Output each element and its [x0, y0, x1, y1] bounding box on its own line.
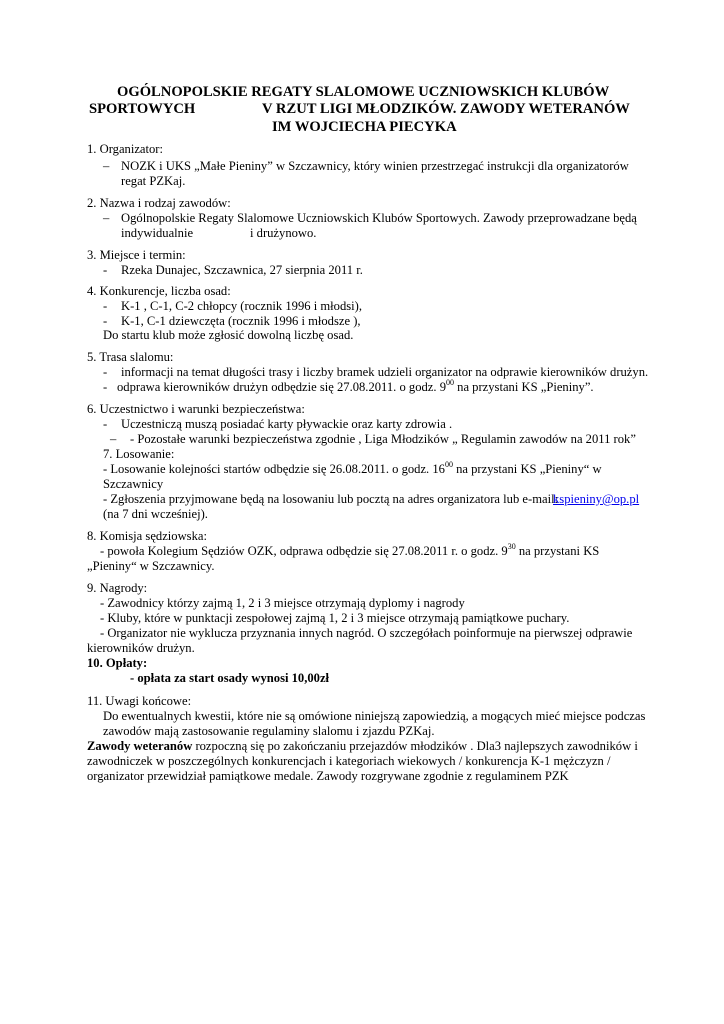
section-3-heading: 3. Miejsce i termin:: [87, 248, 186, 262]
veterans-bold-label: Zawody weteranów: [87, 739, 193, 753]
section-2-item-b2: i drużynowo.: [250, 226, 317, 240]
section-7-line-3: - Zgłoszenia przyjmowane będą na losowaniu lub pocztą na adres organizatora lub e-mail:: [103, 492, 559, 506]
section-9-line-4: kierowników drużyn.: [87, 641, 195, 655]
section-8-heading: 8. Komisja sędziowska:: [87, 529, 207, 543]
section-6-heading: 6. Uczestnictwo i warunki bezpieczeństwa:: [87, 402, 305, 416]
section-4-heading: 4. Konkurencje, liczba osad:: [87, 284, 231, 298]
bullet-dash: –: [103, 211, 110, 225]
section-7-line-1: - Losowanie kolejności startów odbędzie się 26.08.2011. o godz. $16^{00}$ na przystani KS „Pieniny“ w: [103, 460, 602, 476]
bullet-hyphen: -: [103, 299, 108, 313]
veterans-line-2: zawodniczek w poszczególnych konkurencjach i kategoriach wiekowych / konkurencja K-1 mężczyzn /: [87, 754, 611, 768]
section-7-line-2: Szczawnicy: [103, 477, 164, 491]
section-1-heading: 1. Organizator:: [87, 142, 164, 156]
section-7-heading: 7. Losowanie:: [103, 447, 175, 461]
section-11-line-2: zawodów mają zastosowanie regulaminy slalomu i zjazdu PZKaj.: [103, 724, 435, 738]
section-3-item: Rzeka Dunajec, Szczawnica, 27 sierpnia 2011 r.: [121, 263, 363, 277]
title-line-1: OGÓLNOPOLSKIE REGATY SLALOMOWE UCZNIOWSKICH KLUBÓW: [117, 84, 610, 100]
section-9-heading: 9. Nagrody:: [87, 581, 148, 595]
veterans-line-1: Zawody weteranów rozpoczną się po zakończaniu przejazdów młodzików . Dla3 najlepszych zawodników i: [87, 739, 638, 753]
section-6-item-1: Uczestniczą muszą posiadać karty pływackie oraz karty zdrowia .: [121, 417, 453, 431]
section-8-line-1: - powoła Kolegium Sędziów OZK, odprawa odbędzie się 27.08.2011 r. o godz. $9^{30}$ na przystani KS: [100, 542, 600, 558]
section-8-line-2: „Pieniny“ w Szczawnicy.: [87, 559, 215, 573]
bullet-hyphen: -: [103, 380, 108, 394]
section-11-line-1: Do ewentualnych kwestii, które nie są omówione niniejszą zapowiedzią, a mogących mieć miejsce podczas: [103, 709, 646, 723]
section-2-item-b1: indywidualnie: [121, 226, 194, 240]
section-9-line-1: - Zawodnicy którzy zajmą 1, 2 i 3 miejsce otrzymają dyplomy i nagrody: [100, 596, 465, 610]
section-5-item-1: informacji na temat długości trasy i liczby bramek udzieli organizator na odprawie kierowników drużyn.: [121, 365, 649, 379]
bullet-hyphen: -: [103, 263, 108, 277]
bullet-hyphen: -: [103, 314, 108, 328]
veterans-line-3: organizator przewidział pamiątkowe medale. Zawody rozgrywane zgodnie z regulaminem PZK: [87, 769, 569, 783]
section-2-heading: 2. Nazwa i rodzaj zawodów:: [87, 196, 231, 210]
section-1-item-a: NOZK i UKS „Małe Pieniny” w Szczawnicy, który winien przestrzegać instrukcji dla organizatorów: [121, 159, 629, 173]
section-4-item-1: K-1 , C-1, C-2 chłopcy (rocznik 1996 i młodsi),: [121, 299, 362, 313]
title-line-2b: V RZUT LIGI MŁODZIKÓW. ZAWODY WETERANÓW: [262, 101, 630, 117]
section-9-line-3: - Organizator nie wyklucza przyznania innych nagród. O szczegółach poinformuje na pierwszej odprawie: [100, 626, 633, 640]
section-1-item-b: regat PZKaj.: [121, 174, 186, 188]
bullet-hyphen: -: [103, 365, 108, 379]
title-line-3: IM WOJCIECHA PIECYKA: [272, 119, 457, 135]
section-7-line-4: (na 7 dni wcześniej).: [103, 507, 208, 521]
section-6-item-2: - Pozostałe warunki bezpieczeństwa zgodnie , Liga Młodzików „ Regulamin zawodów na 2011 rok”: [130, 432, 636, 446]
bullet-dash: –: [110, 432, 117, 446]
section-4-note: Do startu klub może zgłosić dowolną liczbę osad.: [103, 328, 354, 342]
title-line-2a: SPORTOWYCH: [89, 101, 196, 117]
section-5-heading: 5. Trasa slalomu:: [87, 350, 174, 364]
section-4-item-2: K-1, C-1 dziewczęta (rocznik 1996 i młodsze ),: [121, 314, 361, 328]
section-5-item-2: odprawa kierowników drużyn odbędzie się 27.08.2011. o godz. $9^{00}$ na przystani KS „Pieniny”.: [117, 378, 594, 394]
bullet-dash: –: [103, 159, 110, 173]
section-9-line-2: - Kluby, które w punktacji zespołowej zajmą 1, 2 i 3 miejsce otrzymają pamiątkowe puchary.: [100, 611, 570, 625]
section-11-heading: 11. Uwagi końcowe:: [87, 694, 192, 708]
bullet-hyphen: -: [103, 417, 108, 431]
section-10-heading: 10. Opłaty:: [87, 656, 148, 670]
section-2-item-a: Ogólnopolskie Regaty Slalomowe Uczniowskich Klubów Sportowych. Zawody przeprowadzane będą: [121, 211, 637, 225]
email-link[interactable]: kspieniny@op.pl: [553, 492, 640, 506]
section-10-line: - opłata za start osady wynosi 10,00zł: [130, 671, 330, 685]
